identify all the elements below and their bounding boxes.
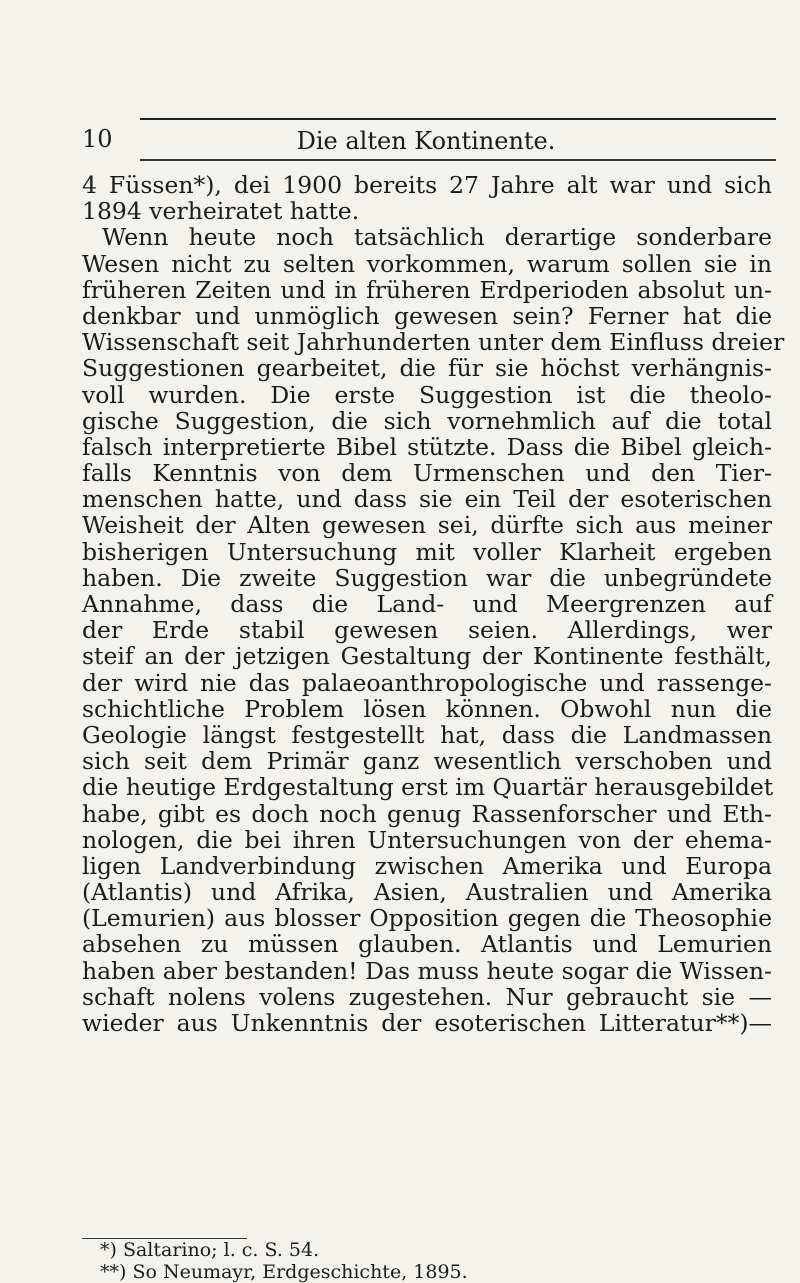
page-header	[76, 118, 776, 162]
text-line: 1894 verheiratet hatte.	[82, 197, 360, 226]
text-line: Wenn heute noch tatsächlich derartige sonderbare	[102, 223, 772, 252]
text-line: Weisheit der Alten gewesen sei, dürfte sich aus meiner	[82, 511, 772, 540]
footnotes	[82, 1239, 772, 1283]
text-line: die heutige Erdgestaltung erst im Quartär herausgebildet	[82, 773, 774, 802]
text-line: denkbar und unmöglich gewesen sein? Ferner hat die	[82, 301, 772, 330]
page-number: 10	[82, 125, 113, 153]
text-line: Annahme, dass die Land- und Meergrenzen auf	[82, 590, 772, 618]
text-line: bisherigen Untersuchung mit voller Klarheit ergeben	[82, 537, 772, 566]
text-line: früheren Zeiten und in früheren Erdperioden absolut un-	[82, 275, 772, 304]
text-line: gische Suggestion, die sich vornehmlich auf die total	[82, 406, 772, 435]
text-line: der wird nie das palaeoanthropologische und rassenge-	[82, 668, 772, 697]
text-line: der Erde stabil gewesen seien. Allerdings, wer	[82, 616, 772, 645]
running-title: Die alten Kontinente.	[296, 127, 556, 155]
text-line: wieder aus Unkenntnis der esoterischen Litteratur**)—	[82, 1009, 772, 1037]
footnote: **) So Neumayr, Erdgeschichte, 1895.	[100, 1261, 468, 1283]
text-line: Geologie längst festgestellt hat, dass die Landmassen	[82, 720, 772, 749]
text-line: falsch interpretierte Bibel stützte. Dass die Bibel gleich-	[82, 432, 772, 461]
text-line: schichtliche Problem lösen können. Obwohl nun die	[82, 694, 772, 723]
text-line: absehen zu müssen glauben. Atlantis und Lemurien	[82, 930, 772, 959]
text-line: 4 Füssen*), dei 1900 bereits 27 Jahre alt war und sich	[82, 171, 772, 199]
text-line: Suggestionen gearbeitet, die für sie höchst verhängnis-	[82, 354, 772, 383]
text-line: haben. Die zweite Suggestion war die unbegründete	[82, 563, 772, 592]
text-line: Wissenschaft seit Jahrhunderten unter dem Einfluss dreier	[82, 328, 785, 357]
text-line: nologen, die bei ihren Untersuchungen von der ehema-	[82, 825, 772, 854]
header-rule-bottom	[140, 159, 776, 161]
text-line: habe, gibt es doch noch genug Rassenforscher und Eth-	[82, 799, 772, 828]
text-line: menschen hatte, und dass sie ein Teil der esoterischen	[82, 485, 772, 514]
body-text	[82, 171, 785, 1037]
text-line: falls Kenntnis von dem Urmenschen und den Tier-	[82, 459, 772, 488]
text-line: schaft nolens volens zugestehen. Nur gebraucht sie —	[82, 982, 772, 1011]
text-line: ligen Landverbindung zwischen Amerika und Europa	[82, 851, 772, 880]
text-line: (Atlantis) und Afrika, Asien, Australien und Amerika	[82, 878, 772, 907]
text-line: sich seit dem Primär ganz wesentlich verschoben und	[82, 747, 772, 776]
text-line: haben aber bestanden! Das muss heute sogar die Wissen-	[82, 956, 772, 985]
text-line: voll wurden. Die erste Suggestion ist die theolo-	[82, 380, 772, 409]
text-line: (Lemurien) aus blosser Opposition gegen die Theosophie	[82, 904, 772, 933]
footnote: *) Saltarino; l. c. S. 54.	[100, 1239, 320, 1261]
text-line: steif an der jetzigen Gestaltung der Kontinente festhält,	[82, 642, 772, 671]
text-line: Wesen nicht zu selten vorkommen, warum sollen sie in	[82, 249, 772, 278]
